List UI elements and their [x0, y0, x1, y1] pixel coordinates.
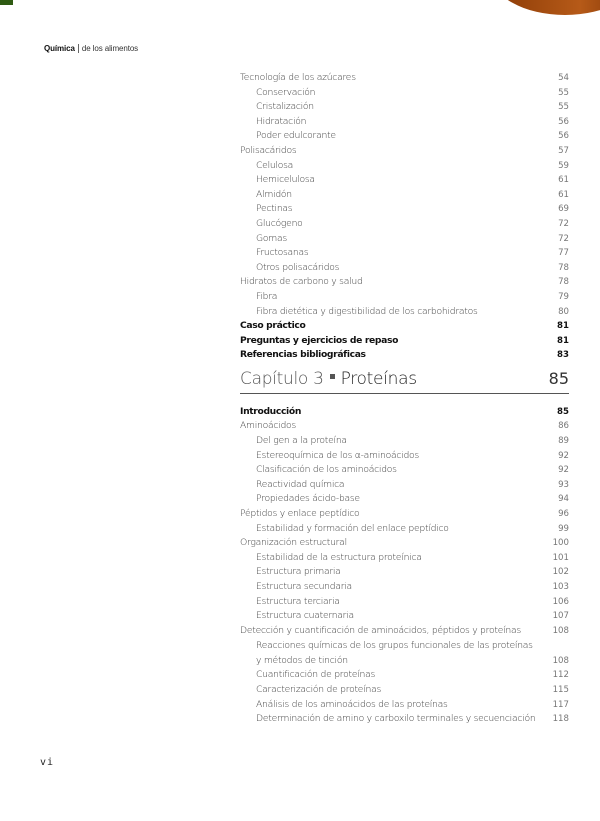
toc-entry-page: 118	[552, 714, 569, 725]
toc-entry	[240, 144, 569, 159]
toc-entry-page: 77	[558, 248, 569, 259]
toc-entry	[240, 580, 569, 595]
toc-entry-page: 80	[558, 306, 569, 317]
toc-entry-label: Clasificación de los aminoácidos	[256, 464, 397, 476]
toc-entry-label: Referencias bibliográficas	[240, 349, 366, 361]
toc-entry-label: Hidratos de carbono y salud	[240, 276, 363, 288]
toc-entry-page: 81	[557, 335, 569, 346]
toc-entry	[240, 217, 569, 232]
toc-entry	[240, 449, 569, 464]
toc-entry	[240, 698, 569, 713]
toc-entry	[240, 551, 569, 566]
toc-entry-label: Preguntas y ejercicios de repaso	[240, 334, 399, 346]
toc-entry-page: 93	[558, 479, 569, 490]
toc-entry-page: 61	[558, 175, 569, 186]
toc-entry-page: 89	[558, 436, 569, 447]
toc-entry-page: 61	[558, 189, 569, 200]
toc-entry-page: 57	[558, 145, 569, 156]
toc-section-chapter-2-continued	[240, 71, 569, 363]
toc-entry-page: 112	[552, 670, 569, 681]
toc-entry-page: 92	[558, 450, 569, 461]
toc-entry-page: 86	[558, 421, 569, 432]
toc-entry-label: Caracterización de proteínas	[256, 683, 381, 695]
running-head-separator	[78, 44, 79, 53]
toc-entry-page: 81	[557, 321, 569, 332]
toc-entry-label: Polisacáridos	[240, 144, 297, 156]
toc-entry	[240, 522, 569, 537]
toc-entry-label: Otros polisacáridos	[256, 261, 340, 273]
toc-entry	[240, 624, 569, 639]
toc-entry-page: 103	[552, 582, 569, 592]
toc-entry	[240, 100, 569, 115]
decorative-corner-green	[0, 0, 13, 5]
toc-entry-label: Análisis de los aminoácidos de las proteínas	[256, 698, 448, 710]
toc-entry-label: Hidratación	[256, 115, 307, 127]
chapter-number: Capítulo 3	[240, 368, 324, 389]
toc-entry-label: Glucógeno	[256, 217, 303, 229]
spacer	[240, 394, 569, 405]
toc-entry	[240, 683, 569, 698]
toc-entry	[240, 275, 569, 290]
toc-entry	[240, 232, 569, 247]
toc-entry-label: Estructura secundaria	[256, 581, 352, 592]
toc-entry-label: Cristalización	[256, 101, 314, 113]
toc-entry-page: 108	[552, 625, 569, 636]
toc-entry	[240, 348, 569, 363]
toc-entry-label: Fructosanas	[256, 247, 309, 259]
toc-entry-label: Determinación de amino y carboxilo terminales y secuenciación	[256, 713, 536, 725]
toc-entry-label: Estabilidad y formación del enlace peptídico	[256, 522, 449, 534]
toc-entry	[240, 536, 569, 551]
toc-entry-page: 99	[558, 523, 569, 534]
toc-entry-page: 72	[558, 233, 569, 244]
toc-entry	[240, 507, 569, 522]
toc-entry	[240, 712, 569, 727]
toc-entry-label: Estructura primaria	[256, 566, 341, 578]
toc-entry	[240, 434, 569, 449]
toc-entry-label: Péptidos y enlace peptídico	[240, 508, 360, 520]
toc-entry-label: Cuantificación de proteínas	[256, 669, 376, 681]
toc-entry	[240, 246, 569, 261]
toc-entry-label: Estereoquímica de los α-aminoácidos	[256, 449, 419, 461]
toc-entry-label: Hemicelulosa	[256, 174, 315, 186]
toc-entry-label: Propiedades ácido-base	[256, 493, 360, 505]
toc-entry-page: 107	[552, 611, 569, 622]
chapter-heading-label	[240, 369, 417, 389]
toc-entry-label: Estructura terciaria	[256, 595, 340, 607]
toc-entry-page: 55	[558, 87, 569, 98]
toc-entry	[240, 173, 569, 188]
toc-entry-label: Aminoácidos	[240, 420, 296, 432]
toc-entry-page: 56	[558, 116, 569, 127]
toc-entry-label: Fibra	[256, 290, 278, 302]
toc-entry-page: 56	[558, 131, 569, 142]
toc-entry-page: 78	[558, 262, 569, 273]
toc-entry	[240, 419, 569, 434]
toc-entry-page: 92	[558, 465, 569, 476]
toc-entry	[240, 86, 569, 101]
toc-entry-page: 72	[558, 218, 569, 229]
toc-entry	[240, 261, 569, 276]
toc-entry-label: Organización estructural	[240, 537, 347, 549]
toc-entry-page: 55	[558, 102, 569, 113]
toc-entry-page: 117	[552, 699, 569, 710]
toc-entry-label: Introducción	[240, 405, 302, 417]
chapter-title: Proteínas	[340, 368, 417, 389]
toc-entry	[240, 405, 569, 420]
toc-entry-label: Poder edulcorante	[256, 130, 336, 142]
running-head	[44, 44, 138, 53]
chapter-heading	[240, 369, 569, 394]
toc-entry	[240, 478, 569, 493]
toc-entry-page: 59	[558, 160, 569, 171]
toc-entry	[240, 202, 569, 217]
toc-entry-page: 96	[558, 509, 569, 520]
running-head-title-bold: Química	[44, 44, 75, 53]
page-folio: vi	[40, 757, 55, 768]
toc-entry-label: Tecnología de los azúcares	[240, 72, 356, 83]
toc-entry-page: 108	[552, 655, 569, 666]
toc-entry	[240, 609, 569, 624]
toc-entry-label: Gomas	[256, 232, 287, 244]
toc-entry-label: Caso práctico	[240, 320, 306, 332]
table-of-contents	[240, 71, 569, 727]
bullet-icon	[330, 374, 335, 379]
toc-entry-label: Fibra dietética y digestibilidad de los carbohidratos	[256, 305, 478, 317]
toc-entry-label: Almidón	[256, 188, 292, 200]
toc-entry	[240, 305, 569, 320]
toc-entry	[240, 334, 569, 349]
toc-entry	[240, 319, 569, 334]
toc-entry	[240, 565, 569, 580]
toc-entry-page: 78	[558, 277, 569, 288]
toc-entry-page: 106	[552, 596, 569, 607]
toc-entry-label: Conservación	[256, 86, 316, 98]
toc-entry-page: 54	[558, 73, 569, 83]
toc-entry-page: 115	[552, 684, 569, 695]
toc-entry-page: 85	[557, 406, 569, 417]
toc-entry	[240, 668, 569, 683]
toc-entry	[240, 595, 569, 610]
toc-entry-label: Del gen a la proteína	[256, 435, 347, 447]
toc-entry-label: Estabilidad de la estructura proteínica	[256, 551, 422, 563]
toc-entry-label: Pectinas	[256, 203, 293, 215]
toc-entry	[240, 638, 569, 668]
toc-entry-page: 101	[552, 552, 569, 563]
decorative-corner-wood	[490, 0, 600, 15]
toc-entry-label: Reactividad química	[256, 478, 345, 490]
toc-entry-page: 79	[558, 291, 569, 302]
toc-entry-page: 83	[557, 350, 569, 361]
toc-entry	[240, 129, 569, 144]
toc-entry-label: Reacciones químicas de los grupos funcionales de las proteínas y métodos de tinción	[256, 640, 533, 667]
toc-entry	[240, 115, 569, 130]
toc-entry-label: Detección y cuantificación de aminoácidos, péptidos y proteínas	[240, 624, 521, 636]
toc-entry-page: 100	[552, 538, 569, 549]
toc-entry-page: 102	[552, 567, 569, 578]
toc-entry	[240, 463, 569, 478]
toc-entry	[240, 188, 569, 203]
toc-entry	[240, 71, 569, 86]
toc-entry	[240, 290, 569, 305]
running-head-title-rest: de los alimentos	[81, 44, 139, 53]
toc-entry-page: 94	[558, 494, 569, 505]
toc-entry-label: Estructura cuaternaria	[256, 610, 354, 622]
toc-section-chapter-3	[240, 405, 569, 727]
toc-entry-page: 69	[558, 204, 569, 215]
toc-entry	[240, 492, 569, 507]
toc-entry	[240, 159, 569, 174]
chapter-page-number: 85	[548, 368, 569, 388]
toc-entry-label: Celulosa	[256, 159, 294, 171]
